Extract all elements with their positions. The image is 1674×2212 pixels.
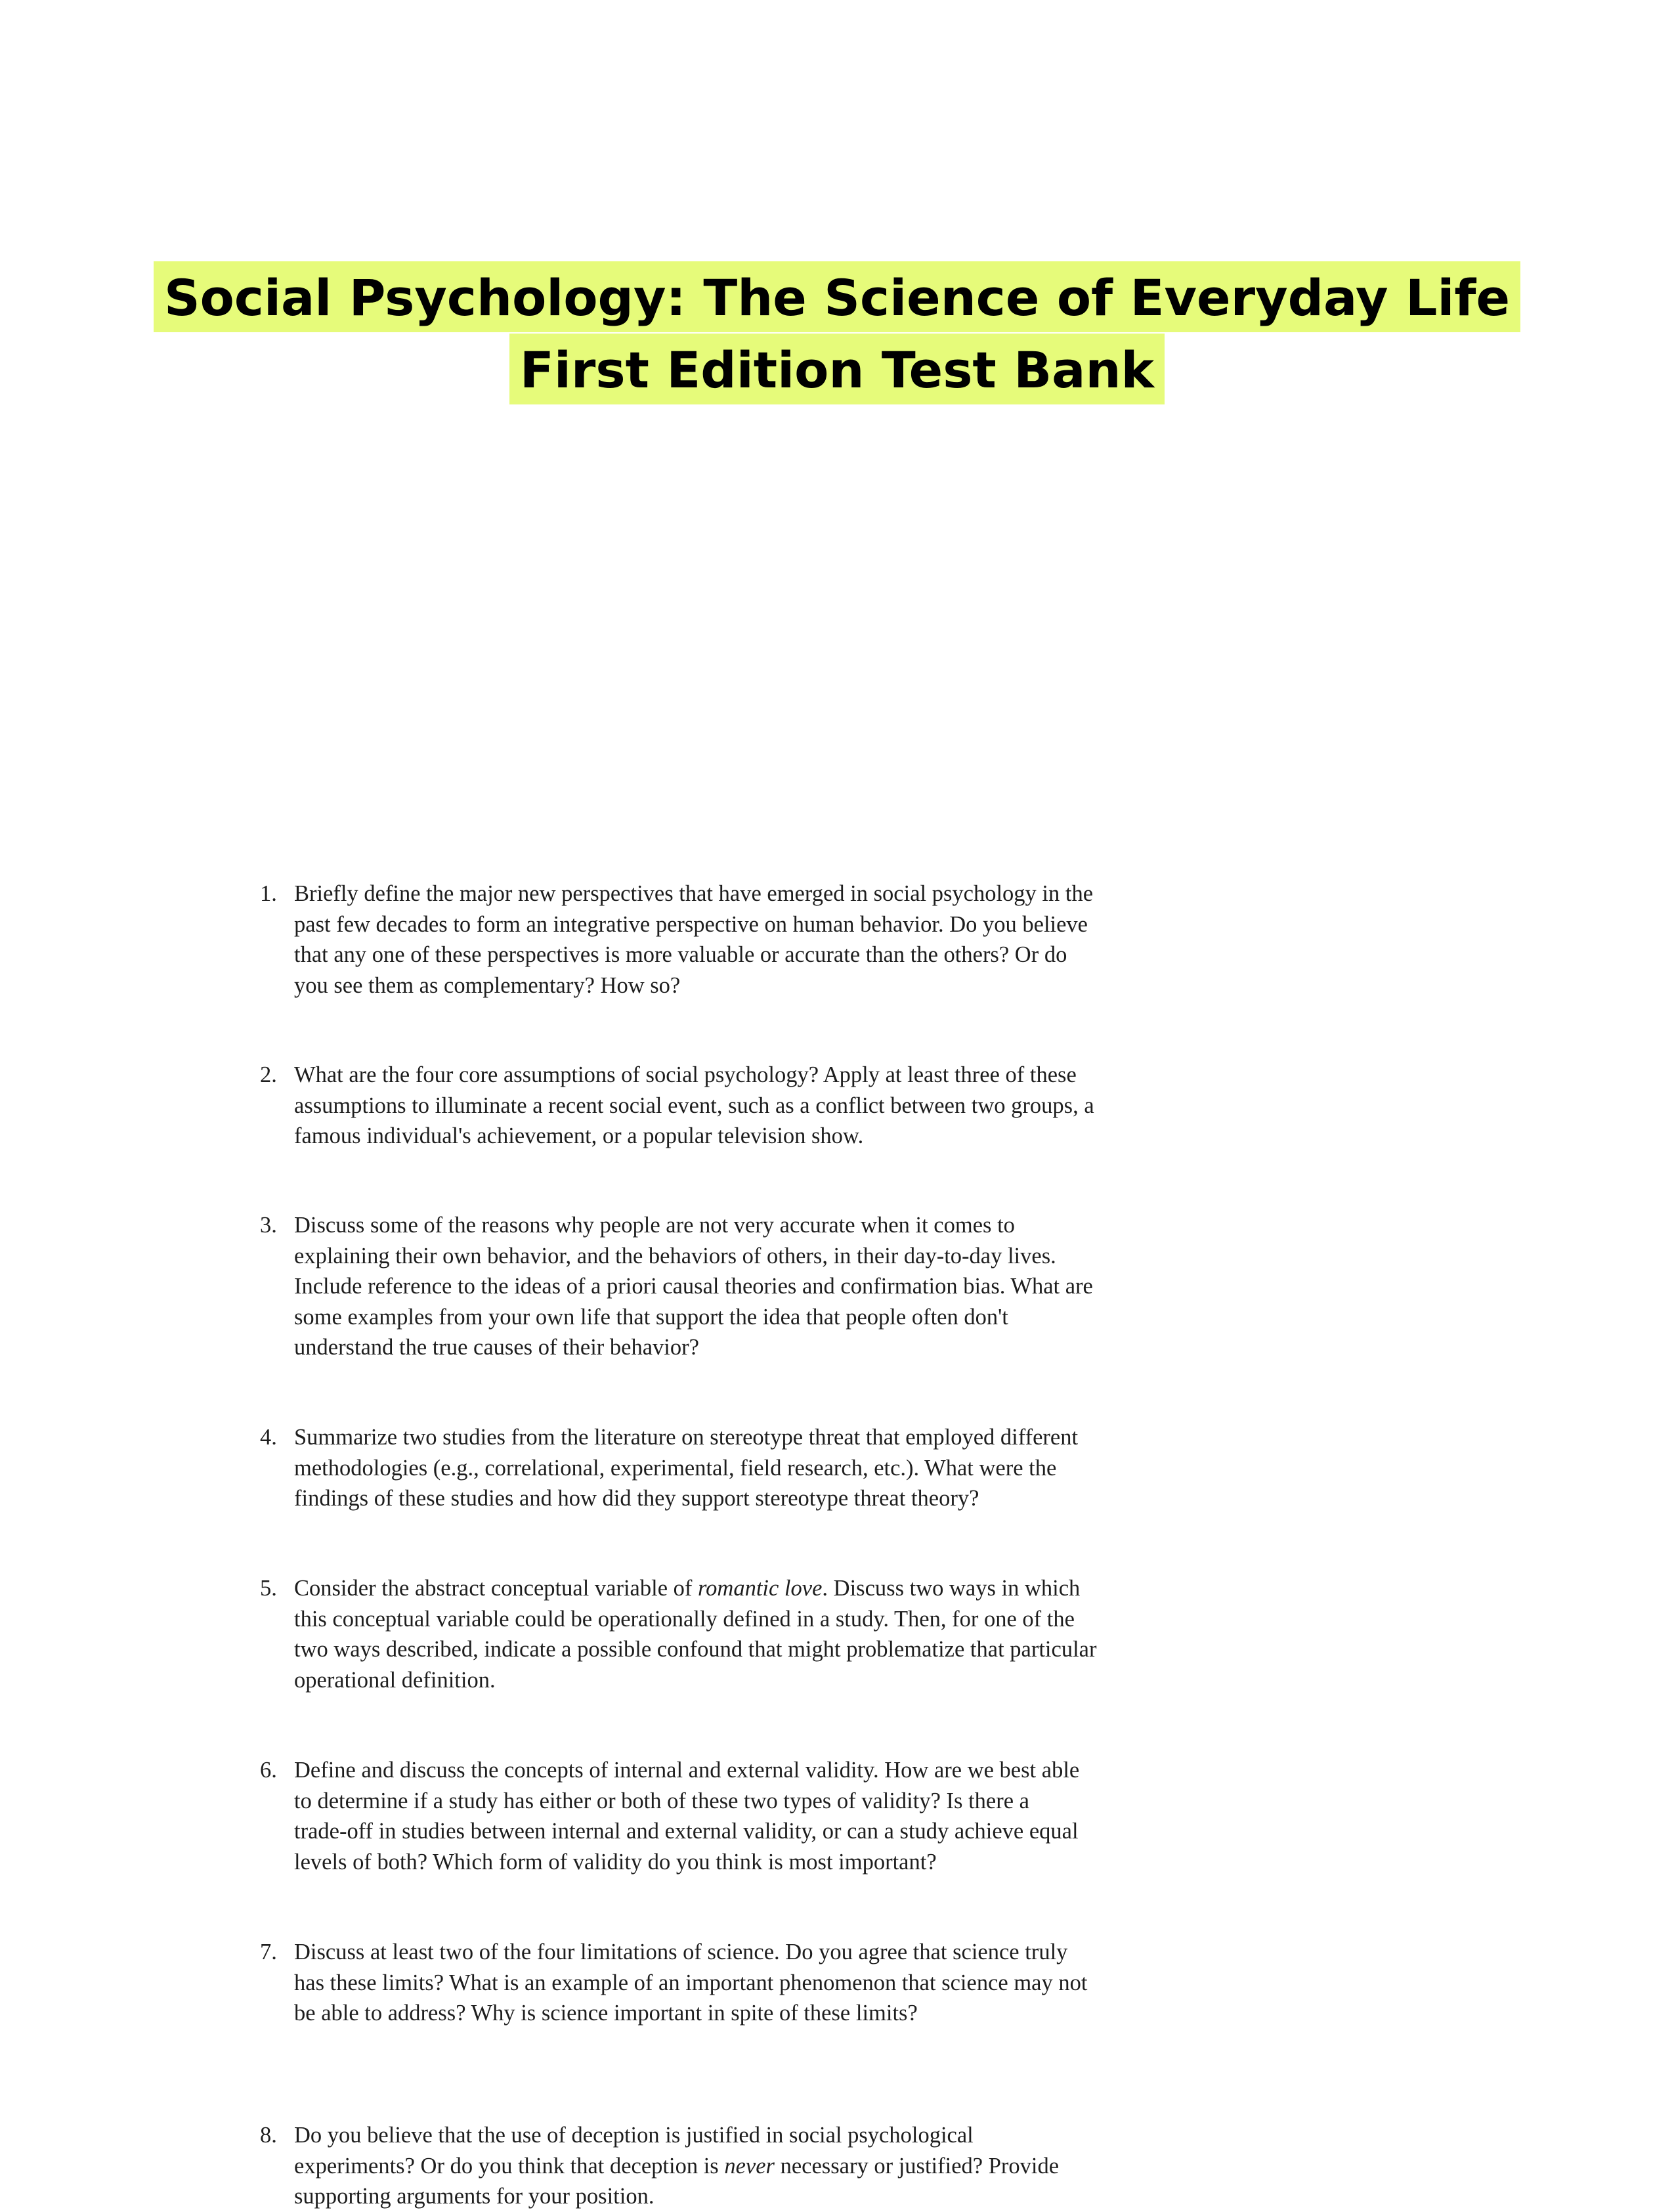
question-text (294, 1755, 1245, 1877)
question-line (294, 2151, 1245, 2182)
question-7 (260, 1937, 1245, 2029)
question-line-part: necessary or justified? Provide (774, 2153, 1060, 2179)
question-text (294, 878, 1245, 1001)
question-line: some examples from your own life that support the idea that people often don't (294, 1304, 1008, 1330)
question-number: 4. (260, 1425, 277, 1450)
question-number: 1. (260, 881, 277, 906)
question-text (294, 1422, 1245, 1514)
question-line: famous individual's achievement, or a popular television show. (294, 1123, 864, 1148)
question-text (294, 1937, 1245, 2029)
question-line: Discuss some of the reasons why people are not very accurate when it comes to (294, 1213, 1015, 1238)
question-line: Do you believe that the use of deception is justified in social psychological (294, 2123, 974, 2148)
emphasis-term: romantic love (698, 1576, 823, 1601)
question-line: explaining their own behavior, and the behaviors of others, in their day-to-day lives. (294, 1243, 1056, 1269)
question-line: What are the four core assumptions of social psychology? Apply at least three of these (294, 1062, 1077, 1087)
question-number: 5. (260, 1576, 277, 1601)
question-line (294, 1573, 1245, 1604)
question-number: 8. (260, 2123, 277, 2148)
question-line: be able to address? Why is science important in spite of these limits? (294, 2001, 918, 2026)
question-5 (260, 1573, 1245, 1695)
question-line: has these limits? What is an example of an important phenomenon that science may not (294, 1970, 1088, 1995)
title-line-1: Social Psychology: The Science of Everyday Life (154, 261, 1520, 332)
question-line: that any one of these perspectives is more valuable or accurate than the others? Or do (294, 942, 1067, 967)
question-line-part: Consider the abstract conceptual variable of (294, 1576, 698, 1601)
question-line: past few decades to form an integrative perspective on human behavior. Do you believe (294, 911, 1088, 937)
question-line: understand the true causes of their behavior? (294, 1335, 699, 1360)
question-line: Include reference to the ideas of a priori causal theories and confirmation bias. What are (294, 1274, 1093, 1299)
title-line-2: First Edition Test Bank (509, 334, 1165, 404)
question-text (294, 1060, 1245, 1152)
question-text (294, 2120, 1245, 2212)
question-1 (260, 878, 1245, 1001)
question-2 (260, 1060, 1245, 1152)
question-line: operational definition. (294, 1667, 496, 1693)
question-number: 2. (260, 1062, 277, 1087)
question-line: Discuss at least two of the four limitations of science. Do you agree that science truly (294, 1940, 1068, 1964)
question-6 (260, 1755, 1245, 1877)
question-text (294, 1210, 1245, 1363)
question-line: Briefly define the major new perspectives that have emerged in social psychology in the (294, 881, 1094, 906)
question-text (294, 1573, 1245, 1695)
question-line-part: experiments? Or do you think that deception is (294, 2153, 725, 2179)
question-number: 7. (260, 1940, 277, 1964)
question-line: you see them as complementary? How so? (294, 972, 681, 998)
question-line: methodologies (e.g., correlational, experimental, field research, etc.). What were the (294, 1455, 1057, 1481)
question-line: two ways described, indicate a possible confound that might problematize that particular (294, 1637, 1097, 1662)
question-line: supporting arguments for your position. (294, 2184, 655, 2209)
question-8 (260, 2120, 1245, 2212)
document-title (0, 261, 1674, 406)
question-line: findings of these studies and how did they support stereotype threat theory? (294, 1486, 979, 1511)
emphasis-term: never (724, 2153, 775, 2179)
question-line: to determine if a study has either or both of these two types of validity? Is there a (294, 1788, 1029, 1813)
question-3 (260, 1210, 1245, 1363)
question-number: 3. (260, 1213, 277, 1238)
question-4 (260, 1422, 1245, 1514)
question-line: Define and discuss the concepts of internal and external validity. How are we best able (294, 1758, 1080, 1783)
question-line: trade-off in studies between internal and external validity, or can a study achieve equal (294, 1819, 1079, 1844)
question-line: Summarize two studies from the literature on stereotype threat that employed different (294, 1425, 1079, 1450)
question-line: this conceptual variable could be operationally defined in a study. Then, for one of the (294, 1606, 1075, 1632)
question-line-part: . Discuss two ways in which (822, 1576, 1081, 1601)
question-line: levels of both? Which form of validity do you think is most important? (294, 1849, 937, 1875)
question-line: assumptions to illuminate a recent social event, such as a conflict between two groups, a (294, 1093, 1094, 1118)
question-number: 6. (260, 1758, 277, 1783)
